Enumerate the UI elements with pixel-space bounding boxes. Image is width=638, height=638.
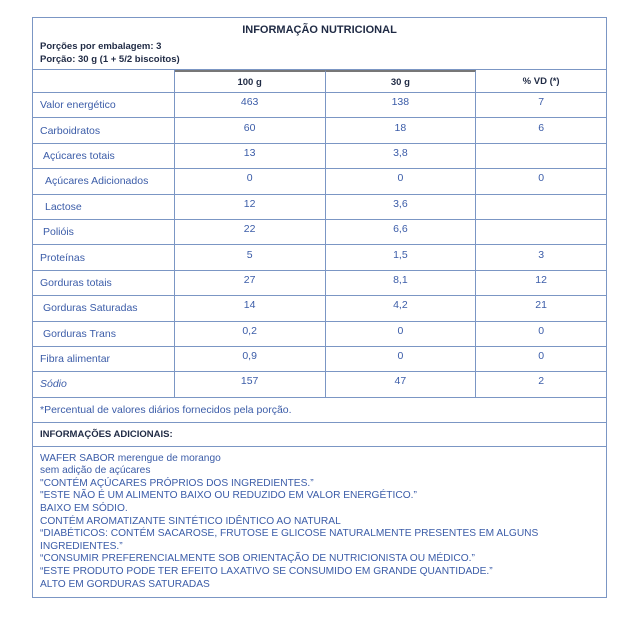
value-per-30g [326,144,477,168]
value-per-100g-value: 0 [246,172,253,185]
value-per-30g [326,118,477,142]
column-header-100g-text: 100 g [237,76,262,88]
column-header-30g-text: 30 g [390,76,410,88]
nutrient-label: Fibra alimentar [33,347,175,371]
daily-value-percent-value: 21 [535,299,547,312]
daily-value-percent-value: 6 [538,121,545,134]
nutrition-facts-table [32,17,607,598]
value-per-30g-value: 1,5 [393,248,408,261]
value-per-30g-value: 6,6 [393,223,408,236]
nutrient-label: Proteínas [33,245,175,269]
value-per-30g-value: 138 [391,96,410,109]
value-per-100g-value: 27 [243,273,256,286]
nutrient-label: Gorduras Saturadas [33,296,175,320]
daily-value-percent [476,195,606,219]
value-per-100g [175,296,326,320]
daily-value-percent [476,93,606,117]
portions-info [40,40,180,66]
value-per-100g [175,372,326,396]
value-per-30g-value: 0 [397,324,404,337]
column-header-100g [175,70,326,92]
value-per-100g [175,245,326,269]
column-header-30g [326,70,477,92]
daily-value-percent [476,322,606,346]
nutrient-row [33,118,606,143]
table-title: INFORMAÇÃO NUTRICIONAL [242,24,397,36]
value-per-30g-value: 3,6 [393,197,408,210]
value-per-100g [175,169,326,193]
column-header-label [33,70,175,92]
nutrient-label: Carboidratos [33,118,175,142]
value-per-30g [326,169,477,193]
value-per-100g-value: 14 [243,299,256,312]
additional-info-line: WAFER SABOR merengue de morango [40,452,221,464]
additional-info-line: BAIXO EM SÓDIO. [40,503,128,515]
value-per-30g [326,347,477,371]
value-per-100g-value: 0,2 [242,324,257,337]
value-per-30g-value: 3,8 [393,146,408,159]
nutrient-row [33,220,606,245]
additional-info-line: sem adição de açúcares [40,465,151,477]
nutrient-label: Açúcares Adicionados [33,169,175,193]
nutrient-label: Gorduras Trans [33,322,175,346]
value-per-100g-value: 463 [240,96,259,109]
column-header-row [33,70,606,93]
value-per-30g [326,245,477,269]
additional-info-line: INGREDIENTES.” [40,540,123,552]
nutrient-label: Gorduras totais [33,271,175,295]
daily-value-percent [476,296,606,320]
nutrient-row [33,144,606,169]
value-per-30g-value: 18 [394,121,407,134]
nutrient-rows [33,93,606,398]
daily-value-percent-value: 12 [535,273,547,286]
value-per-100g-value: 13 [243,146,256,159]
value-per-30g [326,93,477,117]
value-per-100g [175,271,326,295]
value-per-30g [326,296,477,320]
value-per-30g [326,195,477,219]
daily-value-percent [476,271,606,295]
nutrient-row [33,296,606,321]
daily-value-percent-value: 3 [538,248,545,261]
daily-value-percent [476,144,606,168]
additional-info-line: "ESTE NÃO É UM ALIMENTO BAIXO OU REDUZIDO EM VALOR ENERGÉTICO.” [40,490,417,502]
nutrient-row [33,245,606,270]
value-per-30g [326,271,477,295]
value-per-100g [175,118,326,142]
value-per-100g-value: 22 [243,223,256,236]
additional-info-body [33,447,606,598]
value-per-100g-value: 5 [246,248,253,261]
daily-value-percent [476,347,606,371]
nutrient-row [33,347,606,372]
nutrient-label: Valor energético [33,93,175,117]
value-per-30g-value: 4,2 [393,299,408,312]
value-per-30g-value: 8,1 [393,273,408,286]
table-title-row [33,18,606,70]
nutrient-label: Polióis [33,220,175,244]
portion-size: Porção: 30 g (1 + 5/2 biscoitos) [40,54,180,65]
additional-info-line: CONTÉM AROMATIZANTE SINTÉTICO IDÊNTICO AO NATURAL [40,515,341,527]
additional-info-line: “DIABÉTICOS: CONTÉM SACAROSE, FRUTOSE E GLICOSE NATURALMENTE PRESENTES EM ALGUNS [40,528,539,540]
additional-info-title: INFORMAÇÕES ADICIONAIS: [33,423,606,447]
portions-per-package: Porções por embalagem: 3 [40,41,162,52]
value-per-100g [175,93,326,117]
nutrient-label: Lactose [33,195,175,219]
value-per-30g [326,322,477,346]
value-per-100g-value: 157 [240,375,259,388]
value-per-30g-value: 0 [397,350,404,363]
nutrient-row [33,195,606,220]
value-per-100g [175,144,326,168]
daily-value-percent-value: 2 [538,375,545,388]
value-per-30g-value: 0 [397,172,404,185]
nutrient-label: Sódio [33,372,175,396]
nutrient-row [33,372,606,397]
daily-value-percent [476,220,606,244]
nutrient-row [33,322,606,347]
value-per-100g [175,220,326,244]
value-per-100g [175,195,326,219]
nutrient-label: Açúcares totais [33,144,175,168]
nutrient-row [33,271,606,296]
value-per-100g-value: 12 [243,197,256,210]
additional-info-line: ALTO EM GORDURAS SATURADAS [40,578,210,590]
daily-value-percent-value: 7 [538,96,545,109]
daily-value-percent [476,169,606,193]
footnote: *Percentual de valores diários fornecidos pela porção. [33,398,606,423]
value-per-30g [326,372,477,396]
additional-info-line: "CONTÉM AÇÚCARES PRÓPRIOS DOS INGREDIENTES.” [40,477,314,489]
value-per-100g-value: 0,9 [242,350,257,363]
column-header-vd-text: % VD (*) [522,75,560,87]
nutrient-row [33,93,606,118]
daily-value-percent-value: 0 [538,172,545,185]
additional-info-line: “CONSUMIR PREFERENCIALMENTE SOB ORIENTAÇÃO DE NUTRICIONISTA OU MÉDICO.” [40,553,475,565]
daily-value-percent [476,118,606,142]
value-per-30g [326,220,477,244]
value-per-100g [175,322,326,346]
value-per-30g-value: 47 [394,375,407,388]
daily-value-percent-value: 0 [538,350,545,363]
column-header-vd [476,70,606,92]
value-per-100g-value: 60 [243,121,256,134]
additional-info-line: “ESTE PRODUTO PODE TER EFEITO LAXATIVO SE CONSUMIDO EM GRANDE QUANTIDADE.” [40,566,493,578]
daily-value-percent [476,245,606,269]
nutrient-row [33,169,606,194]
daily-value-percent-value: 0 [538,324,545,337]
value-per-100g [175,347,326,371]
daily-value-percent [476,372,606,396]
